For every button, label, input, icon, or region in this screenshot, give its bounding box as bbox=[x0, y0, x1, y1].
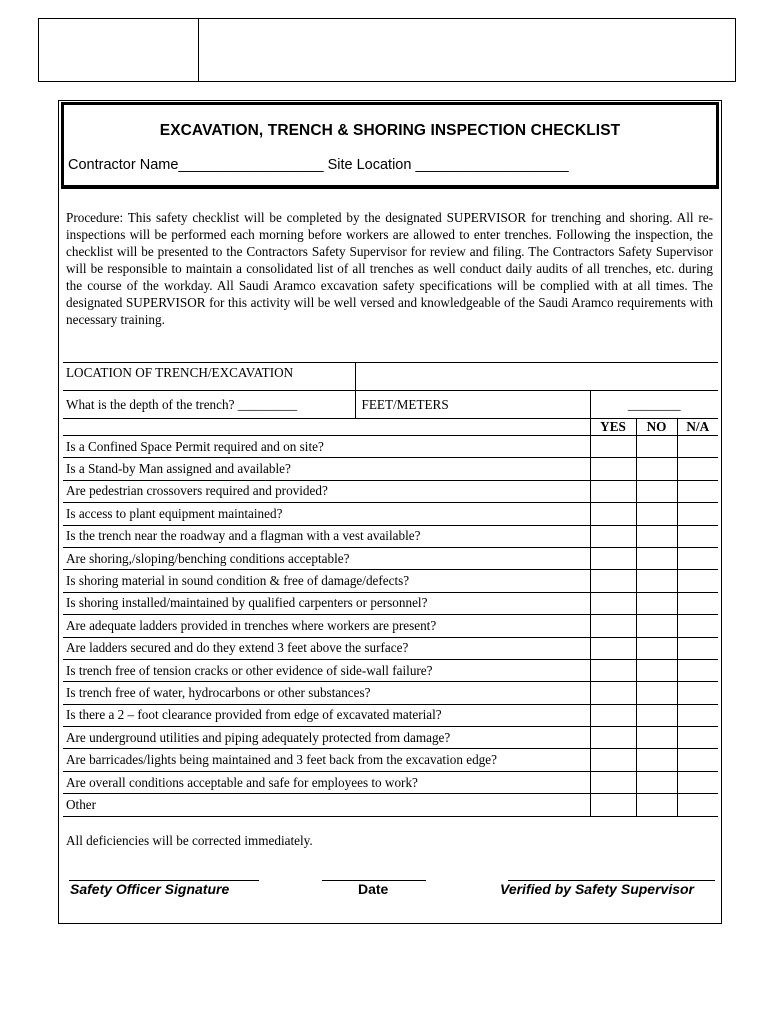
question-row bbox=[63, 704, 718, 726]
question-text: Are adequate ladders provided in trenches where workers are present? bbox=[63, 615, 590, 637]
answer-yes-cell[interactable] bbox=[590, 727, 636, 749]
question-text: Is a Stand-by Man assigned and available? bbox=[63, 458, 590, 480]
question-row bbox=[63, 771, 718, 793]
depth-question: What is the depth of the trench? _________ bbox=[63, 391, 355, 419]
question-row bbox=[63, 794, 718, 816]
header-spacer bbox=[63, 419, 590, 436]
answer-yes-cell[interactable] bbox=[590, 480, 636, 502]
checklist-form bbox=[58, 100, 722, 924]
question-row bbox=[63, 570, 718, 592]
answer-no-cell[interactable] bbox=[636, 503, 677, 525]
location-row bbox=[63, 363, 718, 391]
form-header bbox=[61, 102, 719, 189]
answer-na-cell[interactable] bbox=[677, 547, 718, 569]
question-text: Is trench free of water, hydrocarbons or other substances? bbox=[63, 682, 590, 704]
depth-row bbox=[63, 391, 718, 419]
deficiency-note: All deficiencies will be corrected immediately. bbox=[66, 833, 313, 848]
location-field[interactable] bbox=[355, 363, 718, 391]
answer-na-cell[interactable] bbox=[677, 436, 718, 458]
answer-na-cell[interactable] bbox=[677, 592, 718, 614]
question-row bbox=[63, 727, 718, 749]
answer-no-cell[interactable] bbox=[636, 615, 677, 637]
answer-no-cell[interactable] bbox=[636, 592, 677, 614]
answer-no-cell[interactable] bbox=[636, 771, 677, 793]
answer-na-cell[interactable] bbox=[677, 615, 718, 637]
answer-yes-cell[interactable] bbox=[590, 570, 636, 592]
answer-yes-cell[interactable] bbox=[590, 794, 636, 816]
answer-yes-cell[interactable] bbox=[590, 682, 636, 704]
answer-yes-cell[interactable] bbox=[590, 547, 636, 569]
answer-na-cell[interactable] bbox=[677, 682, 718, 704]
answer-yes-cell[interactable] bbox=[590, 771, 636, 793]
answer-yes-cell[interactable] bbox=[590, 525, 636, 547]
document-info-cell bbox=[199, 19, 735, 81]
question-row bbox=[63, 525, 718, 547]
question-text: Are barricades/lights being maintained and 3 feet back from the excavation edge? bbox=[63, 749, 590, 771]
answer-no-cell[interactable] bbox=[636, 547, 677, 569]
answer-yes-cell[interactable] bbox=[590, 592, 636, 614]
answer-no-cell[interactable] bbox=[636, 570, 677, 592]
answer-na-cell[interactable] bbox=[677, 458, 718, 480]
answer-na-cell[interactable] bbox=[677, 659, 718, 681]
answer-na-cell[interactable] bbox=[677, 794, 718, 816]
contractor-site-line: Contractor Name__________________ Site Location ___________________ bbox=[68, 157, 569, 173]
answer-na-cell[interactable] bbox=[677, 637, 718, 659]
answer-no-cell[interactable] bbox=[636, 794, 677, 816]
question-row bbox=[63, 592, 718, 614]
answer-na-cell[interactable] bbox=[677, 704, 718, 726]
top-header-box bbox=[38, 18, 736, 82]
question-row bbox=[63, 436, 718, 458]
depth-field[interactable]: ________ bbox=[590, 391, 718, 419]
answer-na-cell[interactable] bbox=[677, 503, 718, 525]
question-row bbox=[63, 682, 718, 704]
question-row bbox=[63, 503, 718, 525]
answer-na-cell[interactable] bbox=[677, 727, 718, 749]
question-row bbox=[63, 749, 718, 771]
answer-yes-cell[interactable] bbox=[590, 659, 636, 681]
question-text: Is a Confined Space Permit required and on site? bbox=[63, 436, 590, 458]
column-header-row bbox=[63, 419, 718, 436]
answer-no-cell[interactable] bbox=[636, 458, 677, 480]
location-label: LOCATION OF TRENCH/EXCAVATION bbox=[63, 363, 355, 391]
question-text: Is shoring material in sound condition & free of damage/defects? bbox=[63, 570, 590, 592]
question-text: Is trench free of tension cracks or other evidence of side-wall failure? bbox=[63, 659, 590, 681]
answer-yes-cell[interactable] bbox=[590, 503, 636, 525]
answer-no-cell[interactable] bbox=[636, 637, 677, 659]
answer-no-cell[interactable] bbox=[636, 480, 677, 502]
date-label: Date bbox=[358, 881, 389, 897]
inspection-table bbox=[63, 362, 718, 817]
question-row bbox=[63, 480, 718, 502]
answer-no-cell[interactable] bbox=[636, 704, 677, 726]
col-yes: YES bbox=[590, 419, 636, 436]
answer-no-cell[interactable] bbox=[636, 525, 677, 547]
question-text: Are underground utilities and piping adequately protected from damage? bbox=[63, 727, 590, 749]
question-text: Are overall conditions acceptable and safe for employees to work? bbox=[63, 771, 590, 793]
col-no: NO bbox=[636, 419, 677, 436]
question-row bbox=[63, 637, 718, 659]
question-text: Is access to plant equipment maintained? bbox=[63, 503, 590, 525]
question-text: Is there a 2 – foot clearance provided from edge of excavated material? bbox=[63, 704, 590, 726]
question-text: Are shoring,/sloping/benching conditions acceptable? bbox=[63, 547, 590, 569]
answer-no-cell[interactable] bbox=[636, 659, 677, 681]
answer-na-cell[interactable] bbox=[677, 525, 718, 547]
answer-yes-cell[interactable] bbox=[590, 615, 636, 637]
question-row bbox=[63, 615, 718, 637]
question-text: Other bbox=[63, 794, 590, 816]
answer-yes-cell[interactable] bbox=[590, 637, 636, 659]
form-title: EXCAVATION, TRENCH & SHORING INSPECTION CHECKLIST bbox=[159, 122, 621, 139]
question-text: Is the trench near the roadway and a flagman with a vest available? bbox=[63, 525, 590, 547]
question-row bbox=[63, 458, 718, 480]
procedure-text: Procedure: This safety checklist will be completed by the designated SUPERVISOR for trenching and shoring. All re-inspections will be performed each morning before workers are allowed to enter trenches. Following the inspection, the checklist will be presented to the Contractors Safety Supervisor for review and filing. The Contractors Safety Supervisor will be responsible to maintain a consolidated list of all trenches as well conduct daily audits of all trenches, etc. during the course of the workday. All Saudi Aramco excavation safety specifications will be complied with at all times. The designated SUPERVISOR for this activity will be well versed and knowledgeable of the Saudi Aramco requirements with necessary training. bbox=[66, 210, 713, 327]
answer-yes-cell[interactable] bbox=[590, 704, 636, 726]
question-row bbox=[63, 547, 718, 569]
logo-cell bbox=[39, 19, 199, 81]
answer-yes-cell[interactable] bbox=[590, 436, 636, 458]
verified-label: Verified by Safety Supervisor bbox=[500, 881, 694, 897]
answer-na-cell[interactable] bbox=[677, 771, 718, 793]
answer-yes-cell[interactable] bbox=[590, 749, 636, 771]
question-text: Is shoring installed/maintained by qualified carpenters or personnel? bbox=[63, 592, 590, 614]
col-na: N/A bbox=[677, 419, 718, 436]
question-row bbox=[63, 659, 718, 681]
answer-na-cell[interactable] bbox=[677, 570, 718, 592]
answer-no-cell[interactable] bbox=[636, 682, 677, 704]
depth-unit: FEET/METERS bbox=[355, 391, 590, 419]
answer-no-cell[interactable] bbox=[636, 436, 677, 458]
answer-na-cell[interactable] bbox=[677, 749, 718, 771]
question-text: Are pedestrian crossovers required and provided? bbox=[63, 480, 590, 502]
answer-yes-cell[interactable] bbox=[590, 458, 636, 480]
safety-officer-label: Safety Officer Signature bbox=[70, 881, 230, 897]
answer-na-cell[interactable] bbox=[677, 480, 718, 502]
question-text: Are ladders secured and do they extend 3 feet above the surface? bbox=[63, 637, 590, 659]
answer-no-cell[interactable] bbox=[636, 749, 677, 771]
answer-no-cell[interactable] bbox=[636, 727, 677, 749]
